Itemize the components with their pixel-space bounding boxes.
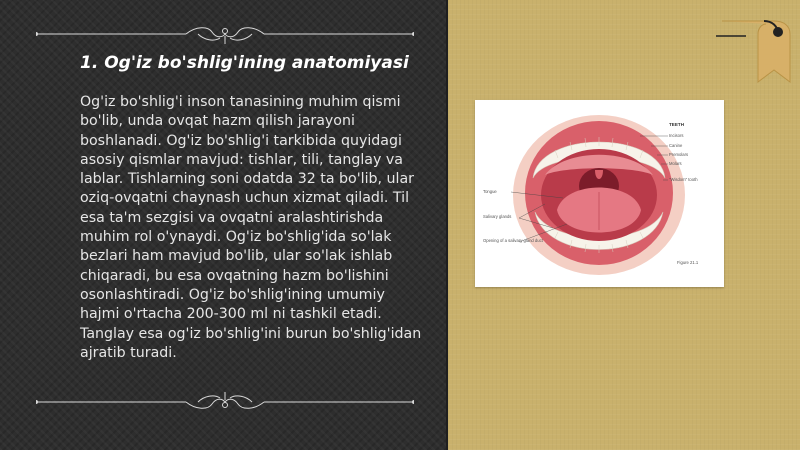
figure-label-salivary-glands: Salivary glands [483,214,512,219]
figure-label-premolars: Premolars [669,152,689,157]
figure-label-salivary-duct: Opening of a salivary gland duct [483,238,543,243]
bookmark-ribbon-icon [716,16,796,86]
figure-caption: Figure 21.1 [677,260,699,265]
figure-label-canine: Canine [669,143,683,148]
mouth-anatomy-figure [475,100,724,287]
slide-body-text: Og'iz bo'shlig'i inson tanasining muhim qismi bo'lib, unda ovqat hazm qilish jarayoni boshlanadi. Og'iz bo'shlig'i tarkibida quyidagi asosiy qismlar mavjud: tishlar, tili, tanglay va lablar. Tishlarning soni odatda 32 ta bo'lib, ular oziq-ovqatni chaynash uchun xizmat qiladi. Til esa ta'm sezgisi va ovqatni aralashtirishda muhim rol o'ynaydi. Og'iz bo'shlig'ida so'lak bezlari ham mavjud bo'lib, ular so'lak ishlab chiqaradi, bu esa ovqatning hazm bo'lishini osonlashtiradi. Og'iz bo'shlig'ining umumiy hajmi o'rtacha 200-300 ml ni tashkil etadi. Tanglay esa og'iz bo'shlig'ini burun bo'shlig'idan ajratib turadi. [80,94,422,361]
slide-title: 1. Og'iz bo'shlig'ining anatomiyasi [80,53,409,73]
figure-label-wisdom-tooth: "Wisdom" tooth [669,177,698,182]
figure-header-label: TEETH [669,122,685,127]
ornament-divider-bottom-icon [36,390,414,414]
ornament-divider-top-icon [36,22,414,46]
figure-label-tongue: Tongue [483,189,497,194]
mouth-anatomy-illustration [475,100,724,287]
figure-label-molars: Molars [669,161,682,166]
figure-label-incisors: Incisors [669,133,684,138]
